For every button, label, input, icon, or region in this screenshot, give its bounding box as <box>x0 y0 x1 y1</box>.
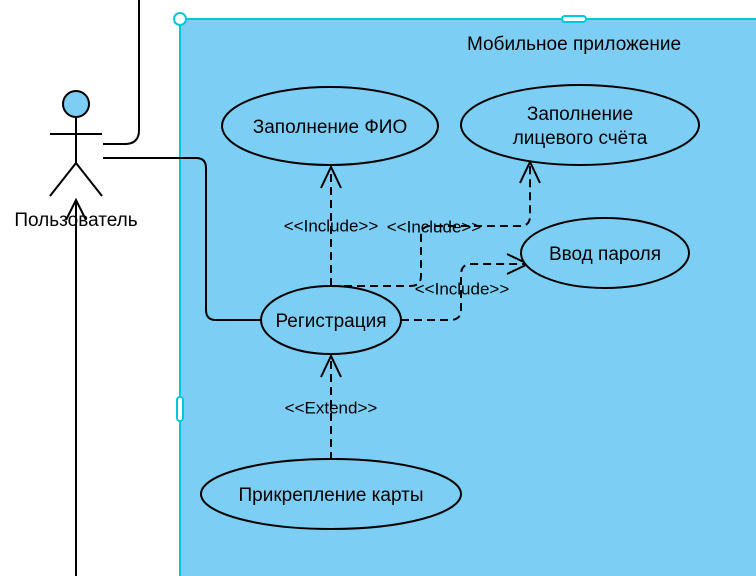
include-label: <<Include>> <box>283 216 379 236</box>
use-case-label: Заполнение ФИО <box>252 117 408 139</box>
use-case-label: Ввод пароля <box>548 244 662 266</box>
include-label: <<Include>> <box>386 217 482 237</box>
actor-user[interactable] <box>50 91 102 196</box>
use-case-label: лицевого счёта <box>512 128 648 150</box>
extend-label: <<Extend>> <box>284 398 378 418</box>
selection-handle[interactable] <box>177 397 183 421</box>
include-label: <<Include>> <box>414 279 510 299</box>
use-case-label: Прикрепление карты <box>238 485 424 507</box>
selection-handle[interactable] <box>174 13 186 25</box>
system-title: Мобильное приложение <box>466 34 682 56</box>
actor-label: Пользователь <box>14 210 138 232</box>
use-case-label: Регистрация <box>275 311 387 333</box>
association-line[interactable] <box>103 0 139 144</box>
selection-handle[interactable] <box>562 16 586 22</box>
use-case-label: Заполнение <box>526 104 634 126</box>
